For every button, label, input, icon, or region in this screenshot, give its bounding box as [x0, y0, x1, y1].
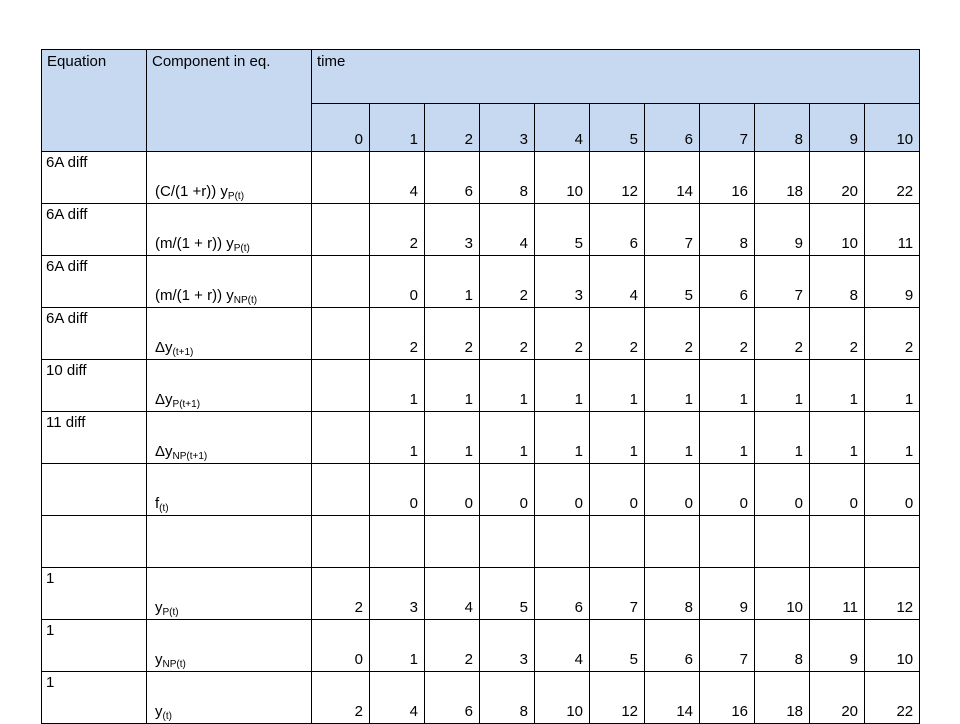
- table-row: [42, 412, 920, 464]
- table-row: [42, 464, 920, 516]
- value-cell: 5: [535, 204, 590, 256]
- table-row: [42, 620, 920, 672]
- value-cell: 2: [370, 204, 425, 256]
- value-cell: 1: [535, 412, 590, 464]
- value-cell: 1: [480, 360, 535, 412]
- value-cell: 7: [590, 568, 645, 620]
- value-cell: 0: [312, 620, 370, 672]
- equation-cell: 6A diff: [42, 308, 147, 360]
- value-cell: 8: [480, 152, 535, 204]
- equation-cell: 11 diff: [42, 412, 147, 464]
- equation-cell: 10 diff: [42, 360, 147, 412]
- value-cell: 7: [700, 620, 755, 672]
- value-cell: [312, 152, 370, 204]
- value-cell: 10: [755, 568, 810, 620]
- value-cell: [645, 516, 700, 568]
- equation-cell: 1: [42, 672, 147, 724]
- header-time-9: 9: [810, 104, 865, 152]
- value-cell: 1: [810, 412, 865, 464]
- value-cell: 2: [645, 308, 700, 360]
- value-cell: 1: [590, 360, 645, 412]
- header-time-5: 5: [590, 104, 645, 152]
- value-cell: 1: [700, 412, 755, 464]
- value-cell: [865, 516, 920, 568]
- header-time-8: 8: [755, 104, 810, 152]
- value-cell: [535, 516, 590, 568]
- component-label: (m/(1 + r)) y: [155, 287, 234, 304]
- value-cell: 0: [535, 464, 590, 516]
- value-cell: 3: [480, 620, 535, 672]
- component-label: Δy: [155, 339, 173, 356]
- value-cell: 9: [865, 256, 920, 308]
- table-row: [42, 152, 920, 204]
- value-cell: 11: [865, 204, 920, 256]
- component-label: Δy: [155, 443, 173, 460]
- value-cell: 0: [810, 464, 865, 516]
- value-cell: 1: [425, 412, 480, 464]
- value-cell: [700, 516, 755, 568]
- value-cell: 0: [370, 464, 425, 516]
- value-cell: 4: [370, 152, 425, 204]
- value-cell: 10: [535, 152, 590, 204]
- value-cell: 1: [425, 256, 480, 308]
- table-row: [42, 516, 920, 568]
- value-cell: 1: [700, 360, 755, 412]
- value-cell: 2: [425, 308, 480, 360]
- header-time-10: 10: [865, 104, 920, 152]
- value-cell: 5: [590, 620, 645, 672]
- value-cell: 4: [370, 672, 425, 724]
- value-cell: 1: [480, 412, 535, 464]
- value-cell: 2: [370, 308, 425, 360]
- value-cell: 2: [700, 308, 755, 360]
- value-cell: 12: [865, 568, 920, 620]
- value-cell: 3: [535, 256, 590, 308]
- value-cell: 0: [425, 464, 480, 516]
- component-subscript: P(t): [227, 191, 245, 202]
- value-cell: 1: [645, 360, 700, 412]
- component-subscript: (t): [159, 503, 169, 514]
- component-subscript: P(t): [162, 607, 179, 618]
- component-cell: [147, 256, 312, 308]
- component-label: (m/(1 + r)) y: [155, 235, 234, 252]
- table-row: [42, 360, 920, 412]
- value-cell: 1: [755, 360, 810, 412]
- value-cell: 7: [755, 256, 810, 308]
- value-cell: 2: [480, 308, 535, 360]
- component-cell: [147, 360, 312, 412]
- value-cell: 22: [865, 672, 920, 724]
- value-cell: 1: [590, 412, 645, 464]
- value-cell: 18: [755, 152, 810, 204]
- table-row: [42, 308, 920, 360]
- value-cell: 16: [700, 152, 755, 204]
- component-subscript: NP(t): [162, 659, 186, 670]
- header-time: time: [312, 50, 920, 104]
- value-cell: [312, 516, 370, 568]
- value-cell: 0: [370, 256, 425, 308]
- header-time-6: 6: [645, 104, 700, 152]
- value-cell: [312, 204, 370, 256]
- table-row: [42, 568, 920, 620]
- value-cell: 6: [425, 672, 480, 724]
- value-cell: 9: [810, 620, 865, 672]
- value-cell: 9: [700, 568, 755, 620]
- value-cell: [312, 464, 370, 516]
- value-cell: 3: [425, 204, 480, 256]
- value-cell: 6: [700, 256, 755, 308]
- value-cell: [755, 516, 810, 568]
- value-cell: 2: [425, 620, 480, 672]
- value-cell: 14: [645, 152, 700, 204]
- component-label: f: [155, 495, 160, 512]
- value-cell: 3: [370, 568, 425, 620]
- value-cell: 12: [590, 152, 645, 204]
- value-cell: 22: [865, 152, 920, 204]
- value-cell: 1: [535, 360, 590, 412]
- value-cell: 10: [865, 620, 920, 672]
- component-subscript: NP(t+1): [172, 451, 208, 462]
- value-cell: [370, 516, 425, 568]
- value-cell: 0: [480, 464, 535, 516]
- header-time-7: 7: [700, 104, 755, 152]
- component-subscript: (t): [162, 711, 172, 722]
- value-cell: [590, 516, 645, 568]
- value-cell: 2: [312, 568, 370, 620]
- value-cell: 8: [700, 204, 755, 256]
- value-cell: 14: [645, 672, 700, 724]
- value-cell: 6: [535, 568, 590, 620]
- value-cell: 6: [590, 204, 645, 256]
- header-time-1: 1: [370, 104, 425, 152]
- value-cell: 2: [312, 672, 370, 724]
- value-cell: [312, 308, 370, 360]
- equation-cell: 6A diff: [42, 256, 147, 308]
- value-cell: 1: [755, 412, 810, 464]
- value-cell: 0: [645, 464, 700, 516]
- value-cell: 12: [590, 672, 645, 724]
- value-cell: 10: [535, 672, 590, 724]
- equation-cell: 6A diff: [42, 152, 147, 204]
- value-cell: [810, 516, 865, 568]
- header-time-2: 2: [425, 104, 480, 152]
- value-cell: 1: [370, 360, 425, 412]
- component-label: (C/(1 +r)) y: [155, 183, 228, 200]
- equation-cell: [42, 464, 147, 516]
- component-cell: [147, 308, 312, 360]
- value-cell: 18: [755, 672, 810, 724]
- component-cell: [147, 672, 312, 724]
- component-cell: [147, 152, 312, 204]
- component-subscript: P(t+1): [172, 399, 201, 410]
- value-cell: 8: [645, 568, 700, 620]
- value-cell: 0: [865, 464, 920, 516]
- component-label: y: [155, 651, 163, 668]
- value-cell: 7: [645, 204, 700, 256]
- equation-cell: 1: [42, 568, 147, 620]
- value-cell: 6: [645, 620, 700, 672]
- header-component: Component in eq.: [147, 50, 312, 152]
- value-cell: 16: [700, 672, 755, 724]
- value-cell: 2: [810, 308, 865, 360]
- component-label: Δy: [155, 391, 173, 408]
- value-cell: 1: [810, 360, 865, 412]
- header-equation: Equation: [42, 50, 147, 152]
- component-cell: [147, 464, 312, 516]
- header-time-3: 3: [480, 104, 535, 152]
- value-cell: 8: [810, 256, 865, 308]
- value-cell: 20: [810, 672, 865, 724]
- component-cell: [147, 568, 312, 620]
- value-cell: 0: [700, 464, 755, 516]
- header-time-4: 4: [535, 104, 590, 152]
- data-table: [41, 49, 920, 724]
- component-subscript: NP(t): [233, 295, 258, 306]
- table-row: [42, 204, 920, 256]
- equation-cell: 1: [42, 620, 147, 672]
- header-time-0: 0: [312, 104, 370, 152]
- equation-cell: 6A diff: [42, 204, 147, 256]
- value-cell: 4: [590, 256, 645, 308]
- value-cell: [480, 516, 535, 568]
- value-cell: 0: [590, 464, 645, 516]
- value-cell: 2: [590, 308, 645, 360]
- value-cell: 8: [755, 620, 810, 672]
- value-cell: 0: [755, 464, 810, 516]
- value-cell: 20: [810, 152, 865, 204]
- component-label: y: [155, 599, 163, 616]
- equation-cell: [42, 516, 147, 568]
- value-cell: 1: [425, 360, 480, 412]
- component-cell: [147, 620, 312, 672]
- value-cell: 2: [755, 308, 810, 360]
- value-cell: 8: [480, 672, 535, 724]
- value-cell: 11: [810, 568, 865, 620]
- value-cell: 5: [480, 568, 535, 620]
- value-cell: [312, 256, 370, 308]
- value-cell: 1: [645, 412, 700, 464]
- value-cell: 9: [755, 204, 810, 256]
- value-cell: 2: [480, 256, 535, 308]
- value-cell: 2: [535, 308, 590, 360]
- component-cell: [147, 204, 312, 256]
- value-cell: 4: [535, 620, 590, 672]
- value-cell: [312, 412, 370, 464]
- value-cell: 6: [425, 152, 480, 204]
- component-cell: [147, 516, 312, 568]
- component-subscript: P(t): [233, 243, 250, 254]
- value-cell: 1: [865, 360, 920, 412]
- component-label: y: [155, 703, 163, 720]
- value-cell: 4: [480, 204, 535, 256]
- value-cell: 1: [865, 412, 920, 464]
- value-cell: 10: [810, 204, 865, 256]
- value-cell: [425, 516, 480, 568]
- value-cell: 1: [370, 620, 425, 672]
- value-cell: 1: [370, 412, 425, 464]
- component-cell: [147, 412, 312, 464]
- value-cell: 2: [865, 308, 920, 360]
- value-cell: 4: [425, 568, 480, 620]
- value-cell: [312, 360, 370, 412]
- value-cell: 5: [645, 256, 700, 308]
- table-row: [42, 672, 920, 724]
- table-row: [42, 256, 920, 308]
- component-subscript: (t+1): [172, 347, 194, 358]
